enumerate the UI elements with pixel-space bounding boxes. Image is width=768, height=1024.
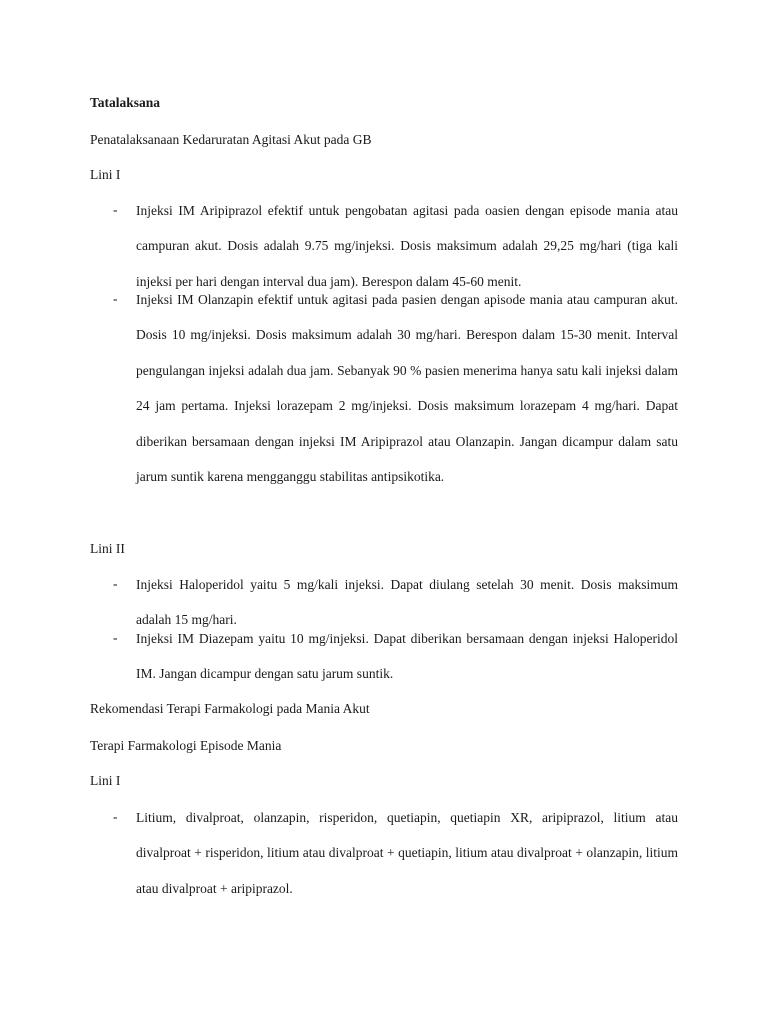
bullet-dash: - <box>113 291 118 306</box>
lini-1-label: Lini I <box>90 167 121 182</box>
lini-2-label: Lini II <box>90 541 125 556</box>
section-title-agitasi: Penatalaksanaan Kedaruratan Agitasi Akut pada GB <box>90 132 372 147</box>
section-title-terapi: Terapi Farmakologi Episode Mania <box>90 738 282 753</box>
list-item-text: Injeksi Haloperidol yaitu 5 mg/kali injeksi. Dapat diulang setelah 30 menit. Dosis maksimum adalah 15 mg/hari. <box>136 576 678 627</box>
section-title-rekomendasi: Rekomendasi Terapi Farmakologi pada Mania Akut <box>90 701 370 716</box>
bullet-dash: - <box>113 202 118 217</box>
list-item-text: Injeksi IM Diazepam yaitu 10 mg/injeksi. Dapat diberikan bersamaan dengan injeksi Haloperidol IM. Jangan dicampur dengan satu jarum suntik. <box>136 630 678 681</box>
lini-1b-label: Lini I <box>90 773 121 788</box>
document-heading: Tatalaksana <box>90 95 161 110</box>
list-item-text: Litium, divalproat, olanzapin, risperidon, quetiapin, quetiapin XR, aripiprazol, litium atau divalproat + risperidon, litium atau divalproat + quetiapin, litium atau divalproat + olanzapin, litium atau divalproat + aripiprazol. <box>136 809 678 896</box>
bullet-dash: - <box>113 576 118 591</box>
list-item-text: Injeksi IM Olanzapin efektif untuk agitasi pada pasien dengan apisode mania atau campuran akut. Dosis 10 mg/injeksi. Dosis maksimum adalah 30 mg/hari. Berespon dalam 15-30 menit. Interval pengulangan injeksi adalah dua jam. Sebanyak 90 % pasien menerima hanya satu kali injeksi dalam 24 jam pertama. Injeksi lorazepam 2 mg/injeksi. Dosis maksimum lorazepam 4 mg/hari. Dapat diberikan bersamaan dengan injeksi IM Aripiprazol atau Olanzapin. Jangan dicampur dalam satu jarum suntik karena mengganggu stabilitas antipsikotika. <box>136 291 678 484</box>
list-item-text: Injeksi IM Aripiprazol efektif untuk pengobatan agitasi pada oasien dengan episode mania atau campuran akut. Dosis adalah 9.75 mg/injeksi. Dosis maksimum adalah 29,25 mg/hari (tiga kali injeksi per hari dengan interval dua jam). Berespon dalam 45-60 menit. <box>136 202 678 289</box>
bullet-dash: - <box>113 630 118 645</box>
bullet-dash: - <box>113 809 118 824</box>
